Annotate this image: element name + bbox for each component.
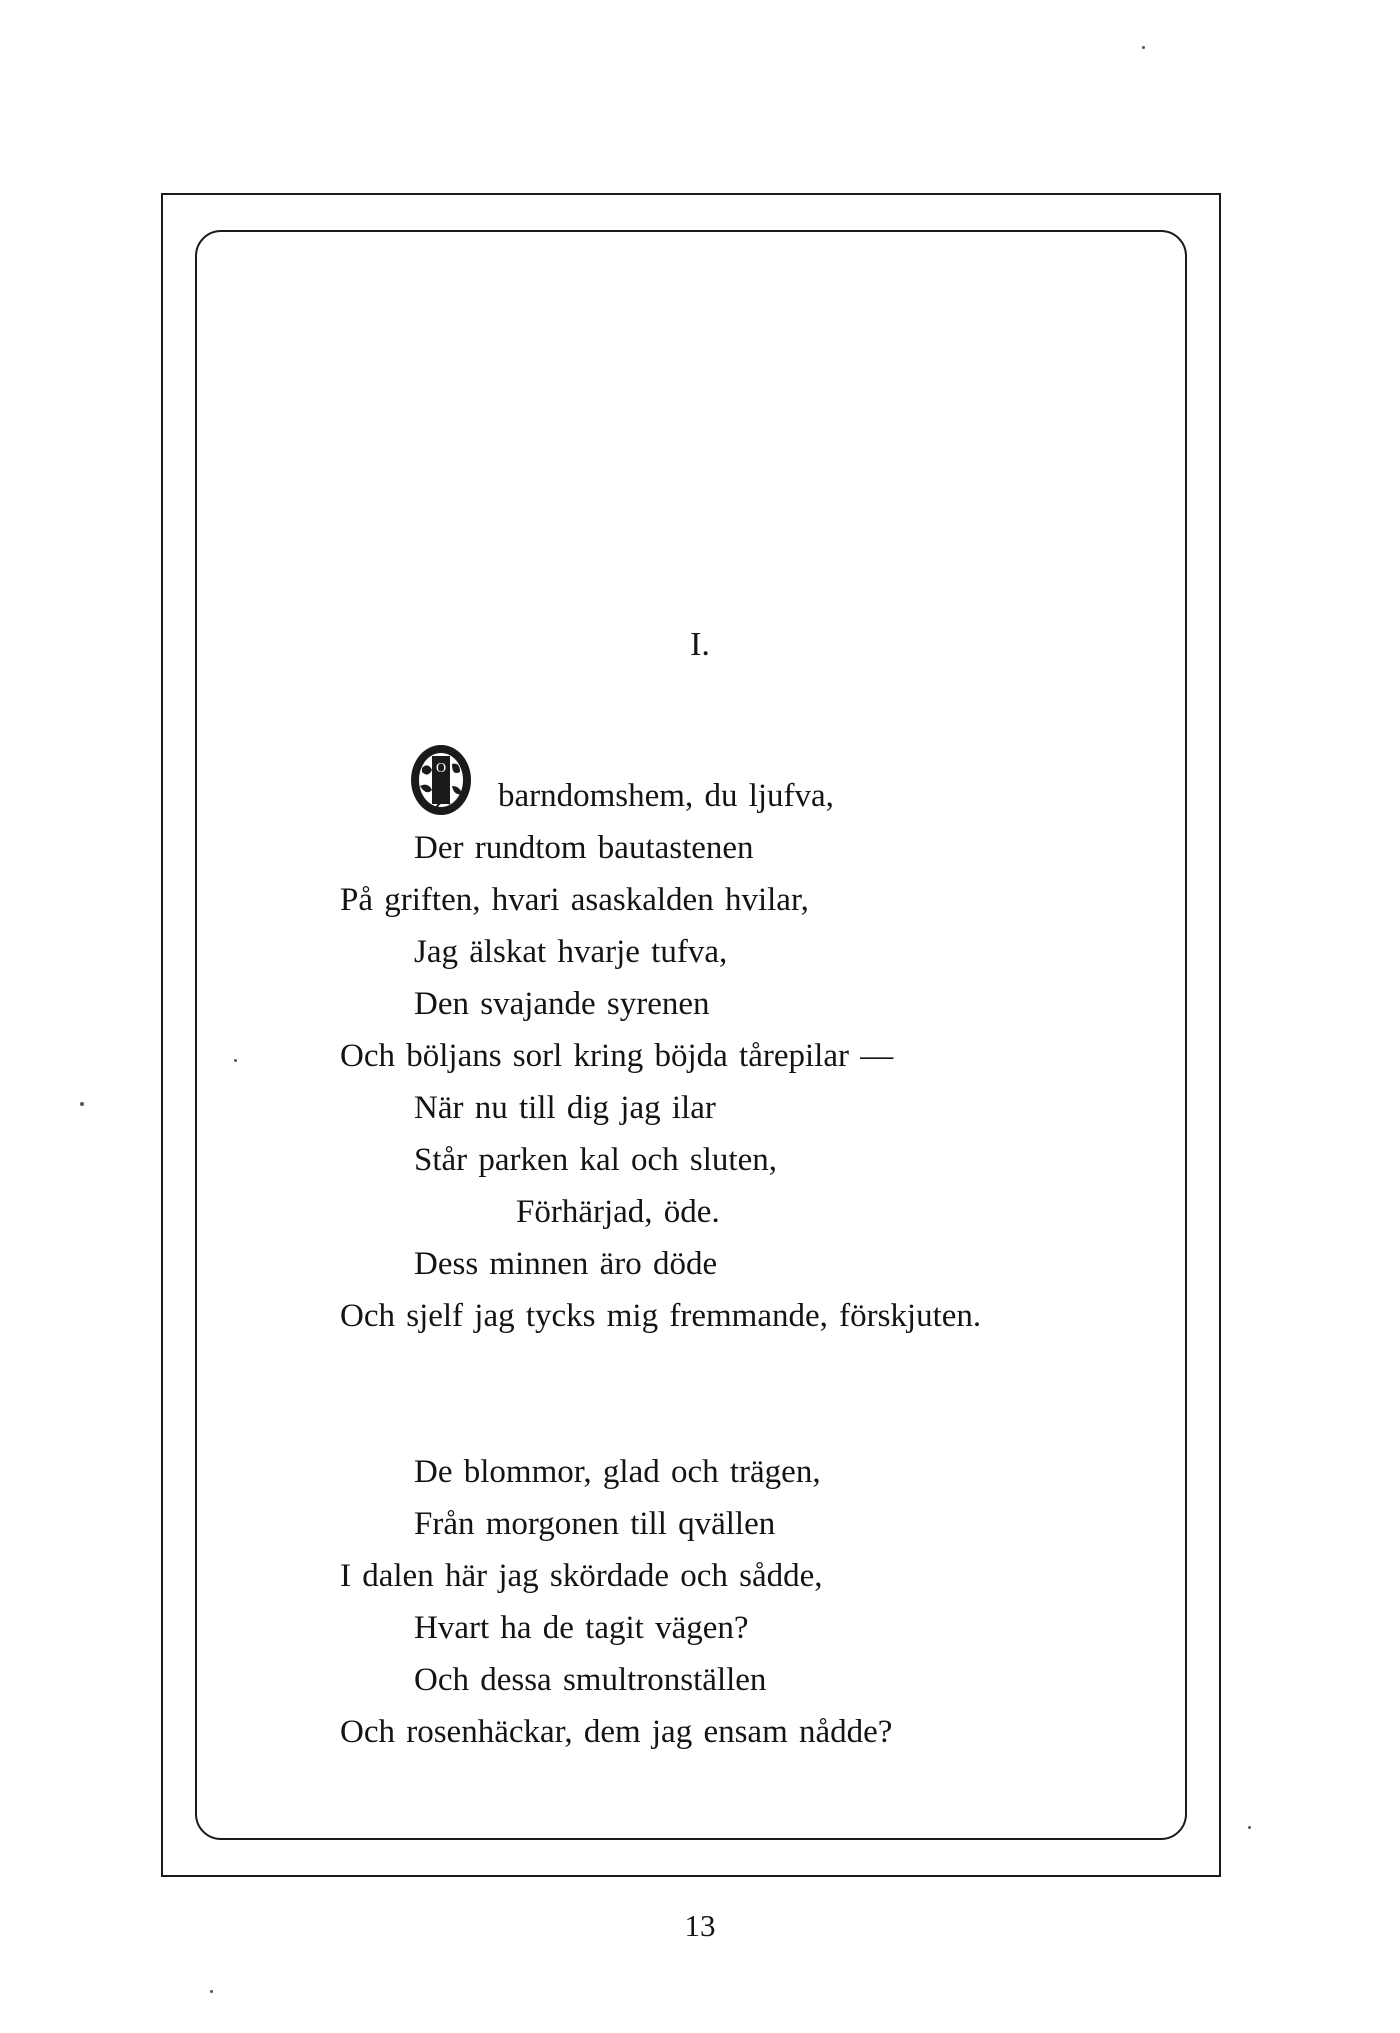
poem-line: Och sjelf jag tycks mig fremmande, förskjuten. (340, 1298, 982, 1334)
poem-line: När nu till dig jag ilar (414, 1090, 716, 1126)
drop-cap-ornament (408, 742, 474, 818)
poem-line: Från morgonen till qvällen (414, 1506, 776, 1542)
inner-rounded-border (195, 230, 1187, 1840)
scan-speck (234, 1059, 237, 1062)
scan-speck (1248, 1826, 1251, 1829)
poem-line: Jag älskat hvarje tufva, (414, 934, 728, 970)
poem-line: Förhärjad, öde. (516, 1194, 720, 1230)
ornamental-o-icon (408, 742, 474, 818)
section-number: I. (690, 626, 710, 663)
drop-cap-letter: O (435, 761, 447, 776)
poem-line: barndomshem, du ljufva, (498, 778, 834, 814)
scan-speck (210, 1990, 213, 1993)
poem-line: I dalen här jag skördade och sådde, (340, 1558, 823, 1594)
poem-line: På griften, hvari asaskalden hvilar, (340, 882, 809, 918)
poem-line: Och rosenhäckar, dem jag ensam nådde? (340, 1714, 893, 1750)
poem-line: Der rundtom bautastenen (414, 830, 754, 866)
poem-line: Hvart ha de tagit vägen? (414, 1610, 749, 1646)
poem-line: De blommor, glad och trägen, (414, 1454, 821, 1490)
poem-line: Står parken kal och sluten, (414, 1142, 777, 1178)
poem-line: Och böljans sorl kring böjda tårepilar — (340, 1038, 894, 1074)
poem-line: Den svajande syrenen (414, 986, 710, 1022)
scan-speck (1142, 46, 1145, 49)
scan-speck (80, 1102, 84, 1106)
poem-line: Och dessa smultronställen (414, 1662, 767, 1698)
page-number: 13 (684, 1908, 716, 1943)
poem-line: Dess minnen äro döde (414, 1246, 718, 1282)
